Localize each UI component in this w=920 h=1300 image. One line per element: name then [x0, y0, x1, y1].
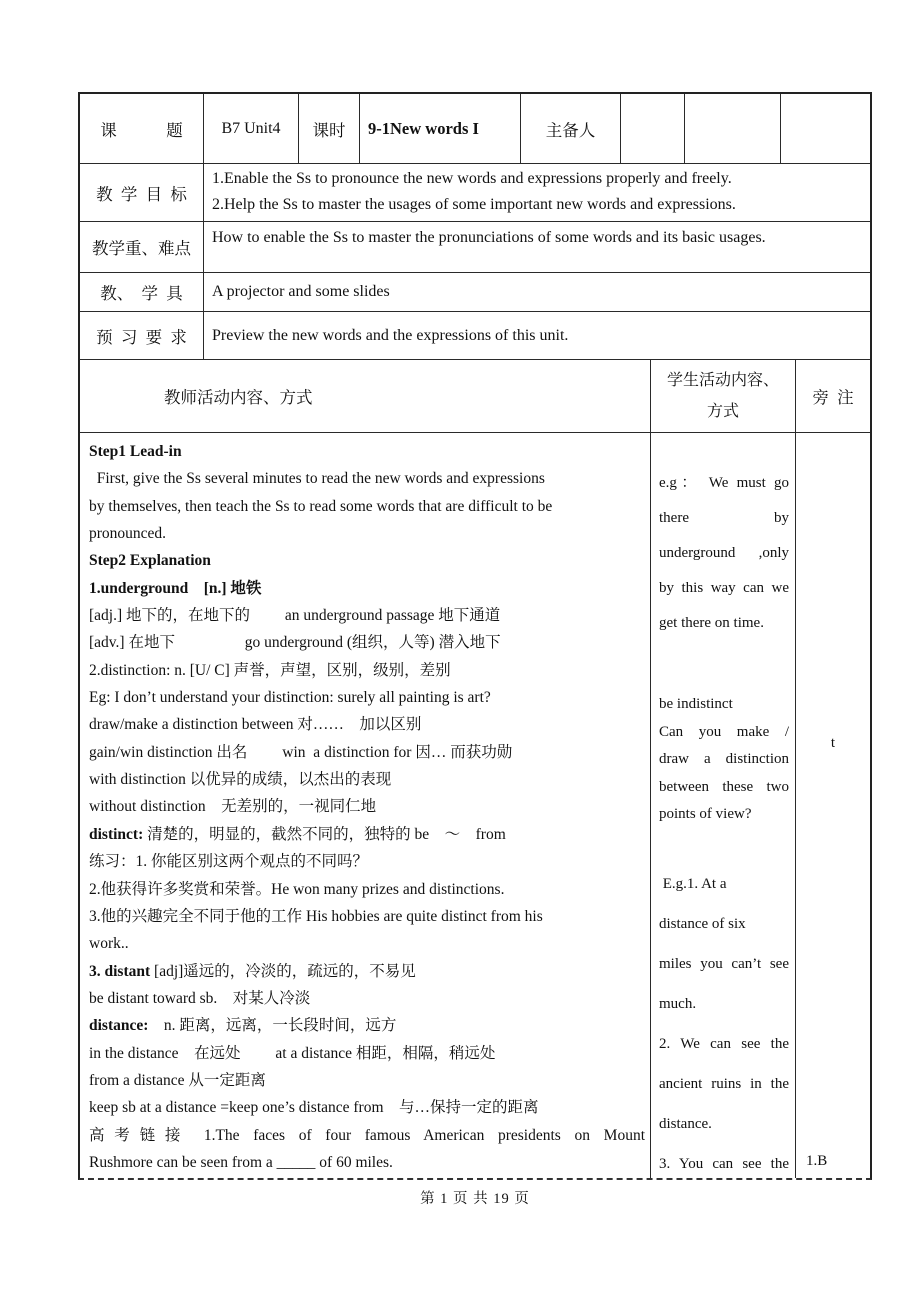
text-line: 2.distinction: n. [U/ C] 声誉，声望，区别，级别，差别 [89, 661, 451, 679]
text-line: underground ,only [659, 545, 789, 561]
text-line: Eg: I don’t understand your distinction: surely all painting is art? [89, 689, 491, 707]
text-line: much. [659, 996, 697, 1012]
text-line: 2. We can see the [659, 1036, 789, 1052]
text-line: 1.underground [n.] 地铁 [89, 579, 262, 597]
preview-content: Preview the new words and the expressions of this unit. [212, 326, 569, 344]
teach-time-line2 [714, 159, 751, 164]
objectives-row [80, 164, 870, 222]
text-line: without distinction 无差别的，一视同仁地 [89, 798, 377, 816]
teach-time-label-lines [714, 94, 751, 163]
text-line: 3. You can see the [659, 1156, 789, 1172]
activity-header-row [80, 360, 870, 433]
text-line: Step1 Lead-in [89, 443, 182, 460]
key-points-label: 教学重、难点 [80, 222, 204, 272]
text-line: draw/make a distinction between 对…… 加以区别 [89, 716, 422, 734]
text-line: between these two [659, 778, 789, 795]
text-line: Step2 Explanation [89, 552, 211, 570]
text-line: 练习：1. 你能区别这两个观点的不同吗？ [89, 853, 369, 871]
period-label: 课时 [299, 94, 360, 163]
text-line: work.. [89, 935, 129, 953]
text-line: be indistinct [659, 696, 733, 712]
key-points-row [80, 222, 870, 273]
student-note-block-1 [659, 466, 789, 641]
text-line: 2.他获得许多奖赏和荣誉。He won many prizes and distinctions. [89, 880, 505, 898]
aids-row [80, 273, 870, 312]
text-line: by themselves, then teach the Ss to read some words that are difficult to be [89, 497, 553, 515]
title-row [80, 94, 870, 164]
sidenote-t: t [830, 735, 836, 751]
page-number-footer: 第 1 页 共 19 页 [420, 1191, 530, 1207]
student-note-block-3 [659, 864, 789, 1178]
text-line: keep sb at a distance =keep one’s distance from 与…保持一定的距离 [89, 1099, 539, 1117]
text-line: ancient ruins in the [659, 1076, 789, 1092]
preview-label: 预 习 要 求 [80, 312, 204, 359]
text-line: distance: n. 距离，远离，一长段时间，远方 [89, 1017, 397, 1035]
text-line: gain/win distinction 出名 win a distinction for 因… 而获功勋 [89, 743, 513, 761]
lesson-plan-table [78, 92, 872, 1180]
activity-content-row [80, 433, 870, 1178]
period-value [360, 94, 521, 163]
objectives-label: 教 学 目 标 [80, 164, 204, 221]
preparer-value-empty [621, 94, 685, 163]
aids-label: 教、 学 具 [80, 273, 204, 311]
text-line: by this way can we [659, 580, 789, 596]
text-line: Can you make / [659, 723, 789, 740]
text-line: there by [659, 510, 789, 526]
text-line: [adv.] 在地下 go underground (组织，人等) 潜入地下 [89, 634, 501, 652]
teach-time-line1 [714, 94, 751, 99]
objective-line-1: 1.Enable the Ss to pronounce the new words and expressions properly and freely. [212, 170, 732, 187]
text-line: get there on time. [659, 615, 764, 631]
text-line: distance. [659, 1116, 712, 1132]
preparer-label: 主备人 [521, 94, 621, 163]
text-line: with distinction 以优异的成绩，以杰出的表现 [89, 771, 392, 789]
text-line: E.g.1. At a [659, 876, 727, 892]
preview-row [80, 312, 870, 360]
text-line: 3. distant [adj]遥远的，冷淡的，疏远的，不易见 [89, 962, 416, 980]
text-line: Rushmore can be seen from a _____ of 60 miles. [89, 1153, 393, 1171]
student-header-line1: 学生活动内容、 [666, 372, 779, 389]
period-value-text: 9-1New words I [368, 118, 479, 138]
course-title-label: 课 题 [80, 94, 204, 163]
text-line: pronounced. [89, 525, 167, 543]
objectives-content [204, 164, 870, 221]
text-line: 高考链接 1.The faces of four famous American presidents on Mount [89, 1126, 645, 1144]
sidenote-answer: 1.B [806, 1153, 828, 1169]
text-line: distance of six [659, 916, 746, 932]
aids-content: A projector and some slides [212, 283, 390, 300]
student-header-line2: 方式 [706, 403, 739, 420]
text-line: be distant toward sb. 对某人冷淡 [89, 989, 311, 1007]
student-activity-header [651, 360, 796, 432]
teacher-activity-header: 教师活动内容、方式 [80, 360, 651, 432]
text-line: points of view? [659, 806, 752, 822]
teach-time-label [685, 94, 781, 163]
course-title-value: B7 Unit4 [204, 94, 299, 163]
text-line: First, give the Ss several minutes to read the new words and expressions [89, 470, 545, 488]
teach-time-value-empty [781, 94, 870, 163]
student-note-block-2 [659, 691, 789, 829]
student-activity-content [651, 433, 796, 1178]
text-line: in the distance 在远处 at a distance 相距，相隔，稍远处 [89, 1044, 496, 1062]
text-line: from a distance 从一定距离 [89, 1071, 266, 1089]
text-line: distinct: 清楚的，明显的，截然不同的，独特的 be ～ from [89, 825, 506, 843]
text-line: 3.他的兴趣完全不同于他的工作 His hobbies are quite distinct from his [89, 907, 543, 925]
key-points-content: How to enable the Ss to master the pronunciations of some words and its basic usages. [212, 229, 766, 246]
objective-line-2: 2.Help the Ss to master the usages of some important new words and expressions. [212, 196, 736, 213]
text-line: draw a distinction [659, 751, 789, 767]
sidenote-content [796, 433, 870, 1178]
text-line: [adj.] 地下的，在地下的 an underground passage 地下通道 [89, 607, 501, 625]
sidenote-header: 旁 注 [812, 388, 854, 407]
text-line: miles you can’t see [659, 956, 789, 972]
text-line: e.g： We must go [659, 475, 789, 491]
teacher-activity-content [80, 433, 651, 1178]
